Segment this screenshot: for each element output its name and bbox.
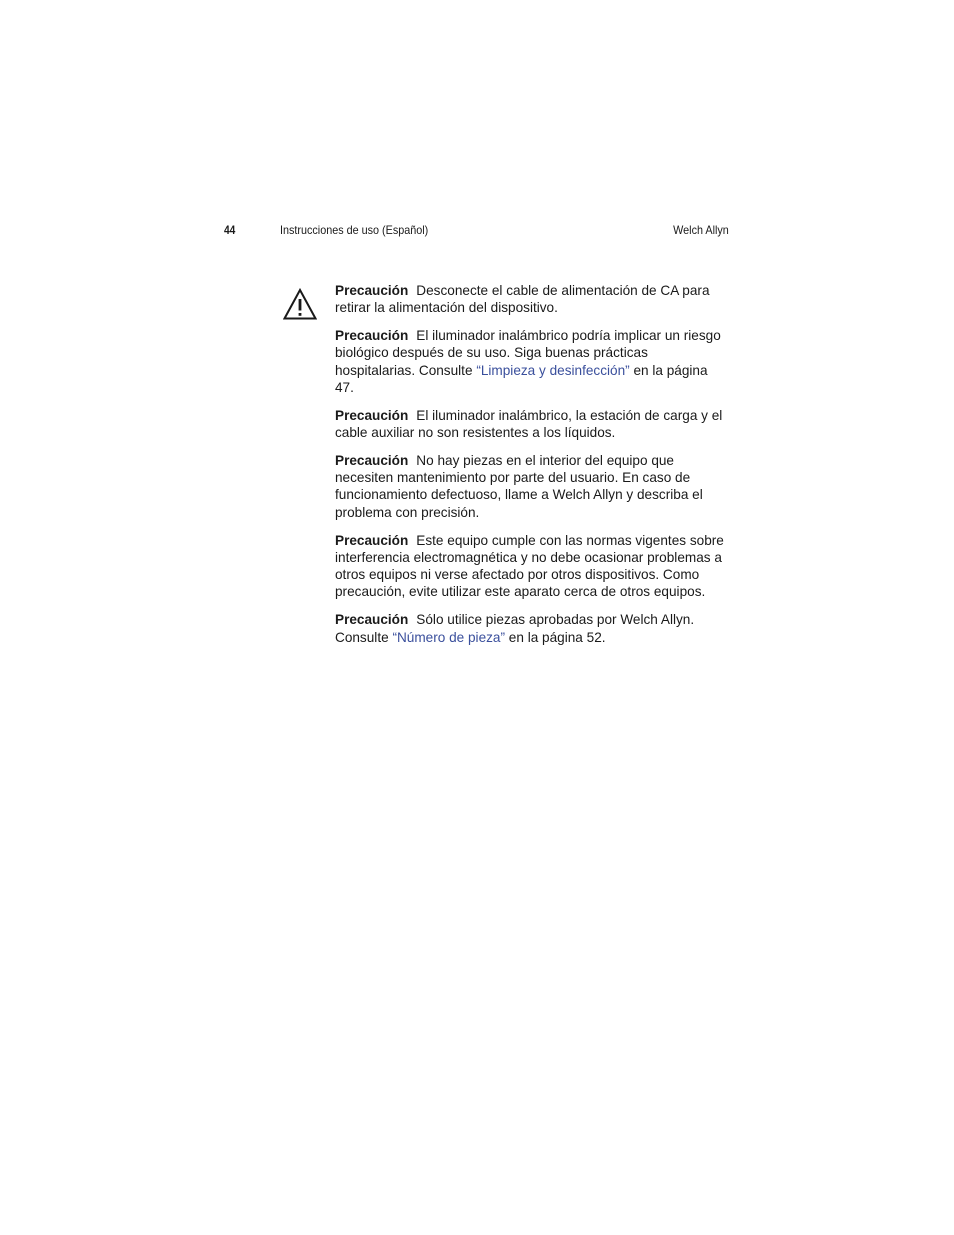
caution-text: El iluminador inalámbrico podría implicar un riesgo biológico después de su uso. Siga buenas prácticas hospitalarias. Consulte: [335, 328, 721, 378]
caution-label: Precaución: [335, 283, 409, 298]
caution-text: en la página 47.: [335, 362, 708, 395]
caution-biohazard: [335, 327, 727, 396]
caution-approved-parts: [335, 611, 727, 646]
caution-power-cable: [335, 282, 727, 317]
document-title: Instrucciones de uso (Español): [280, 223, 429, 237]
caution-list: [335, 282, 727, 656]
running-header: [224, 222, 729, 238]
caution-text: El iluminador inalámbrico, la estación de carga y el cable auxiliar no son resistentes a los líquidos.: [335, 407, 723, 441]
page-number: 44: [224, 223, 236, 237]
caution-text: Sólo utilice piezas aprobadas por Welch Allyn. Consulte: [335, 612, 695, 645]
caution-liquids: [335, 407, 727, 442]
brand-name: Welch Allyn: [673, 223, 729, 237]
caution-text: Desconecte el cable de alimentación de CA para retirar la alimentación del dispositivo.: [335, 283, 710, 316]
caution-text: Este equipo cumple con las normas vigentes sobre interferencia electromagnética y no debe ocasionar problemas a otros equipos ni verse afectado por otros dispositivos. Como precaución, evite utilizar este aparato cerca de otros equipos.: [335, 532, 724, 600]
caution-text: en la página 52.: [505, 629, 606, 645]
caution-label: Precaución: [335, 328, 409, 344]
caution-label: Precaución: [335, 612, 409, 628]
caution-label: Precaución: [335, 452, 409, 468]
caution-no-user-service: [335, 452, 727, 521]
caution-text: No hay piezas en el interior del equipo que necesiten mantenimiento por parte del usuario. En caso de funcionamiento defectuoso, llame a Welch Allyn y describa el problema con precisión.: [335, 452, 703, 520]
caution-label: Precaución: [335, 532, 409, 548]
caution-emi: [335, 532, 727, 601]
warning-triangle-icon: [283, 288, 317, 320]
link-cleaning-disinfection[interactable]: “Limpieza y desinfección”: [476, 362, 630, 378]
caution-label: Precaución: [335, 407, 409, 423]
link-part-number[interactable]: “Número de pieza”: [392, 629, 506, 645]
